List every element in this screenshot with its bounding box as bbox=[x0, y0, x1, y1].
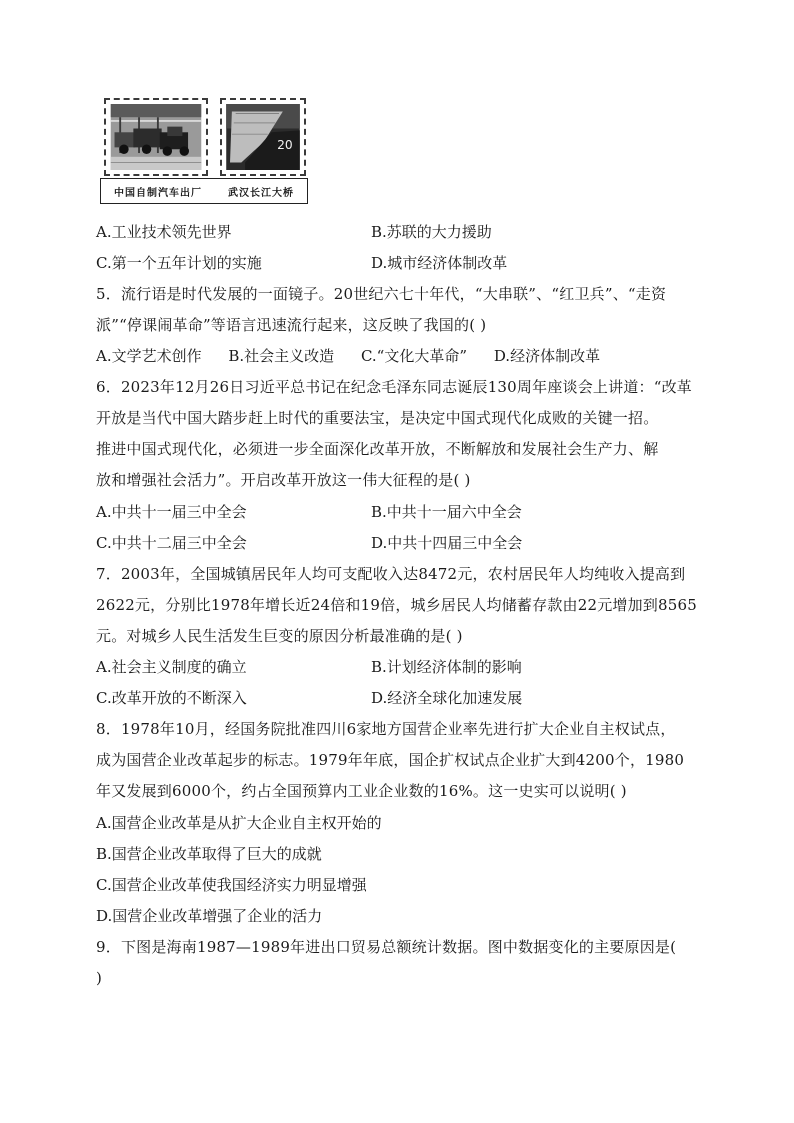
q5-option-a: A.文学艺术创作 bbox=[96, 347, 202, 365]
stamp-value-label: 20 bbox=[277, 138, 293, 153]
q8-stem-line3: 年又发展到6000个，约占全国预算内工业企业数的16%。这一史实可以说明( ) bbox=[96, 782, 627, 800]
q5-option-b: B.社会主义改造 bbox=[228, 347, 335, 365]
q5-option-d: D.经济体制改革 bbox=[493, 347, 601, 365]
caption-car-factory: 中国自制汽车出厂 bbox=[114, 187, 202, 199]
q8-option-c: C.国营企业改革使我国经济实力明显增强 bbox=[96, 876, 367, 894]
q4-option-c: C.第一个五年计划的实施 bbox=[96, 254, 262, 272]
q7-option-b: B.计划经济体制的影响 bbox=[371, 658, 522, 676]
q8-stem-line2: 成为国营企业改革起步的标志。1979年年底，国企扩权试点企业扩大到4200个，1980 bbox=[96, 751, 685, 769]
q6-stem-line4: 放和增强社会活力”。开启改革开放这一伟大征程的是( ) bbox=[96, 471, 471, 489]
stamp-wuhan-bridge bbox=[220, 98, 306, 176]
q4-option-a: A.工业技术领先世界 bbox=[96, 223, 232, 241]
q8-option-b: B.国营企业改革取得了巨大的成就 bbox=[96, 845, 322, 863]
stamp-car-factory bbox=[104, 98, 208, 176]
car-factory-image bbox=[110, 104, 202, 170]
q5-stem-line1: 5．流行语是时代发展的一面镜子。20世纪六七十年代，“大串联”、“红卫兵”、“走资 bbox=[96, 285, 667, 303]
q5-options bbox=[96, 346, 622, 366]
q9-stem-line1: 9．下图是海南1987—1989年进出口贸易总额统计数据。图中数据变化的主要原因是( bbox=[96, 938, 677, 956]
q8-option-a: A.国营企业改革是从扩大企业自主权开始的 bbox=[96, 814, 382, 832]
q5-stem-line2: 派”“停课闹革命”等语言迅速流行起来，这反映了我国的( ) bbox=[96, 316, 487, 334]
q7-option-d: D.经济全球化加速发展 bbox=[371, 689, 523, 707]
q7-stem-line2: 2622元，分别比1978年增长近24倍和19倍，城乡居民人均储蓄存款由22元增加到8565 bbox=[96, 596, 697, 614]
q7-option-c: C.改革开放的不断深入 bbox=[96, 689, 247, 707]
q6-stem-line2: 开放是当代中国大踏步赶上时代的重要法宝，是决定中国式现代化成败的关键一招。 bbox=[96, 409, 659, 427]
wuhan-bridge-image bbox=[226, 104, 300, 170]
q4-option-d: D.城市经济体制改革 bbox=[371, 254, 508, 272]
caption-wuhan-bridge: 武汉长江大桥 bbox=[228, 187, 294, 199]
q6-option-d: D.中共十四届三中全会 bbox=[371, 534, 523, 552]
q8-option-d: D.国营企业改革增强了企业的活力 bbox=[96, 907, 323, 925]
q9-stem-line2: ) bbox=[96, 969, 103, 987]
q7-option-a: A.社会主义制度的确立 bbox=[96, 658, 247, 676]
q5-option-c: C.“文化大革命” bbox=[360, 347, 468, 365]
q7-stem-line1: 7．2003年，全国城镇居民年人均可支配收入达8472元，农村居民年人均纯收入提高到 bbox=[96, 565, 686, 583]
q6-stem-line1: 6．2023年12月26日习近平总书记在纪念毛泽东同志诞辰130周年座谈会上讲道：“改革 bbox=[96, 378, 692, 396]
q4-option-b: B.苏联的大力援助 bbox=[371, 223, 492, 241]
stamp-figure bbox=[100, 96, 308, 208]
q6-option-b: B.中共十一届六中全会 bbox=[371, 503, 522, 521]
q8-stem-line1: 8．1978年10月，经国务院批准四川6家地方国营企业率先进行扩大企业自主权试点， bbox=[96, 720, 676, 738]
q7-stem-line3: 元。对城乡人民生活发生巨变的原因分析最准确的是( ) bbox=[96, 627, 463, 645]
q6-stem-line3: 推进中国式现代化，必须进一步全面深化改革开放，不断解放和发展社会生产力、解 bbox=[96, 440, 659, 458]
stamp-caption-bar bbox=[100, 178, 308, 204]
q6-option-c: C.中共十二届三中全会 bbox=[96, 534, 247, 552]
q6-option-a: A.中共十一届三中全会 bbox=[96, 503, 247, 521]
